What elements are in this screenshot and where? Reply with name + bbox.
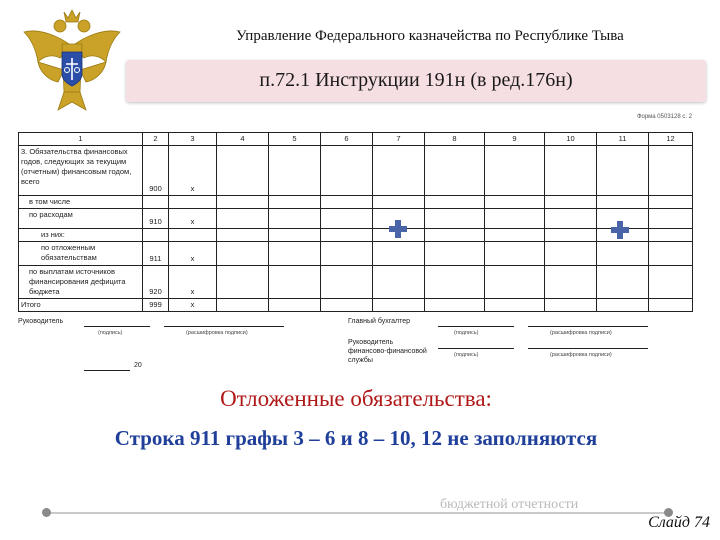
organization-title: Управление Федерального казначейства по Республике Тыва <box>236 28 624 44</box>
row-label: по расходам <box>19 209 143 229</box>
row-code: 920 <box>143 266 169 299</box>
row-col3: x <box>169 209 217 229</box>
row-code: 900 <box>143 146 169 196</box>
table-row <box>19 146 693 196</box>
head-signature-caption: (подпись) <box>98 330 123 336</box>
finance-name-caption: (расшифровка подписи) <box>550 352 612 358</box>
column-header: 12 <box>649 133 693 146</box>
column-header: 7 <box>373 133 425 146</box>
row-col3: x <box>169 266 217 299</box>
table-row <box>19 196 693 209</box>
head-name-caption: (расшифровка подписи) <box>186 330 248 336</box>
row-code: 910 <box>143 209 169 229</box>
callout-body: Строка 911 графы 3 – 6 и 8 – 10, 12 не заполняются <box>114 426 598 450</box>
row-label: по выплатам источников финансирования дефицита бюджета <box>19 266 143 299</box>
chief-signature-caption: (подпись) <box>454 330 479 336</box>
form-code: Форма 0503128 с. 2 <box>636 114 692 120</box>
table-row <box>19 229 693 242</box>
column-header: 2 <box>143 133 169 146</box>
head-signature-label: Руководитель <box>18 318 64 325</box>
table-row <box>19 299 693 312</box>
column-header: 8 <box>425 133 485 146</box>
table-row <box>19 242 693 266</box>
column-header: 3 <box>169 133 217 146</box>
callout-panel <box>18 372 694 487</box>
finance-signature-caption: (подпись) <box>454 352 479 358</box>
table-row <box>19 209 693 229</box>
plus-marker-icon <box>389 220 407 238</box>
footer-divider <box>46 512 668 514</box>
row-label: Итого <box>19 299 143 312</box>
row-label: по отложенным обязательствам <box>19 242 143 266</box>
obligations-table <box>18 132 693 312</box>
chief-name-caption: (расшифровка подписи) <box>550 330 612 336</box>
row-col3: x <box>169 299 217 312</box>
instruction-reference: п.72.1 Инструкции 191н (в ред.176н) <box>259 69 573 91</box>
column-header: 5 <box>269 133 321 146</box>
column-header: 11 <box>597 133 649 146</box>
column-header: 4 <box>217 133 269 146</box>
column-header: 10 <box>545 133 597 146</box>
finance-head-label: Руководитель финансово-финансовой службы <box>348 339 427 364</box>
row-label: из них: <box>19 229 143 242</box>
chief-accountant-label: Главный бухгалтер <box>348 318 410 325</box>
column-header: 9 <box>485 133 545 146</box>
faded-footer-text: бюджетной отчетности <box>440 497 579 512</box>
column-header-row <box>19 133 693 146</box>
year-field: 20 <box>134 362 142 369</box>
callout-title: Отложенные обязательства: <box>220 386 492 411</box>
divider-dot-left <box>42 508 51 517</box>
table-row <box>19 266 693 299</box>
form-0503128-fragment <box>14 112 694 374</box>
row-label: в том числе <box>19 196 143 209</box>
row-code: 911 <box>143 242 169 266</box>
column-header: 1 <box>19 133 143 146</box>
treasury-eagle-emblem <box>18 6 126 116</box>
slide-number: Слайд 74 <box>648 514 710 531</box>
column-header: 6 <box>321 133 373 146</box>
title-banner <box>126 60 706 102</box>
row-col3: x <box>169 146 217 196</box>
plus-marker-icon <box>611 221 629 239</box>
row-label: 3. Обязательства финансовых годов, следующих за текущим (отчетным) финансовым годом, всего <box>19 146 143 196</box>
row-col3: x <box>169 242 217 266</box>
row-code: 999 <box>143 299 169 312</box>
